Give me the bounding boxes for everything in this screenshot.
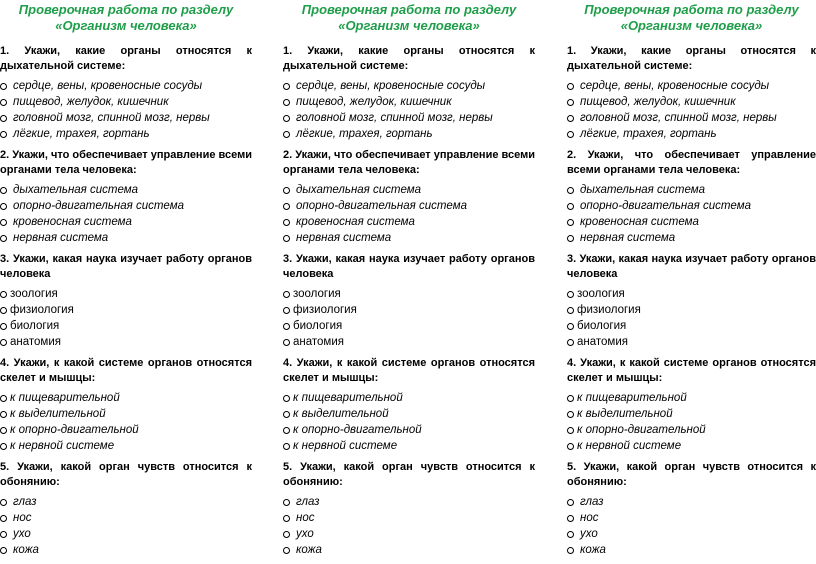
answer-option[interactable] — [0, 110, 252, 126]
answer-option[interactable] — [567, 334, 816, 350]
q1-word: к — [529, 45, 535, 57]
answer-option[interactable] — [0, 494, 252, 510]
answer-option-label: зоология — [10, 288, 58, 300]
radio-circle-icon[interactable] — [283, 99, 290, 106]
radio-circle-icon[interactable] — [567, 99, 574, 106]
radio-circle-icon[interactable] — [0, 499, 7, 506]
answer-option-label: к нервной системе — [577, 440, 682, 452]
answer-option[interactable] — [567, 318, 816, 334]
question-2-options — [283, 182, 535, 246]
radio-circle-icon[interactable] — [283, 547, 290, 554]
radio-circle-icon[interactable] — [283, 203, 290, 210]
radio-circle-icon[interactable] — [283, 339, 290, 346]
question-4: 4. Укажи, к какой системе органов относятся скелет и мышцы: — [283, 357, 535, 384]
answer-option[interactable] — [283, 390, 535, 406]
radio-circle-icon[interactable] — [0, 531, 7, 538]
worksheet-column — [283, 0, 535, 558]
answer-option[interactable] — [283, 494, 535, 510]
answer-option[interactable] — [283, 78, 535, 94]
answer-option-label: к опорно-двигательной — [577, 424, 706, 436]
radio-circle-icon[interactable] — [283, 531, 290, 538]
answer-option[interactable] — [567, 542, 816, 558]
answer-option-label: пищевод, желудок, кишечник — [580, 96, 736, 108]
question-2-options — [0, 182, 252, 246]
answer-option-label: дыхательная система — [580, 184, 706, 196]
question-4-options — [567, 390, 816, 454]
radio-circle-icon[interactable] — [0, 187, 7, 194]
answer-option-label: зоология — [577, 288, 625, 300]
answer-option[interactable] — [0, 286, 252, 302]
answer-option[interactable] — [283, 94, 535, 110]
title-line-2: «Организм человека» — [620, 18, 763, 33]
answer-option-label: к нервной системе — [293, 440, 398, 452]
radio-circle-icon[interactable] — [0, 219, 7, 226]
question-5: 5. Укажи, какой орган чувств относится к обонянию: — [283, 461, 535, 488]
radio-circle-icon[interactable] — [0, 131, 7, 138]
q1-word: Укажи, — [307, 45, 344, 57]
question-1-line-2: дыхательной системе: — [283, 60, 409, 72]
question-2-options — [567, 182, 816, 246]
answer-option-label: к пищеварительной — [293, 392, 403, 404]
answer-option[interactable] — [283, 510, 535, 526]
q1-word: какие — [358, 45, 389, 57]
radio-circle-icon[interactable] — [567, 115, 574, 122]
answer-option-label: лёгкие, трахея, гортань — [13, 128, 150, 140]
radio-circle-icon[interactable] — [567, 547, 574, 554]
radio-circle-icon[interactable] — [283, 83, 290, 90]
radio-circle-icon[interactable] — [567, 443, 574, 450]
answer-option-label: к нервной системе — [10, 440, 115, 452]
answer-option[interactable] — [567, 182, 816, 198]
question-5-options — [283, 494, 535, 558]
answer-option-label: к пищеварительной — [577, 392, 687, 404]
question-1-line-1 — [0, 44, 252, 59]
question-1-options — [283, 78, 535, 142]
question-4-options — [0, 390, 252, 454]
q1-word: 1. — [567, 45, 577, 57]
answer-option-label: опорно-двигательная система — [13, 200, 184, 212]
question-4: 4. Укажи, к какой системе органов относятся скелет и мышцы: — [0, 357, 252, 384]
question-3-options — [567, 286, 816, 350]
answer-option[interactable] — [283, 286, 535, 302]
answer-option-label: кровеносная система — [580, 216, 699, 228]
radio-circle-icon[interactable] — [283, 499, 290, 506]
radio-circle-icon[interactable] — [0, 203, 7, 210]
radio-circle-icon[interactable] — [567, 411, 574, 418]
answer-option[interactable] — [567, 422, 816, 438]
answer-option-label: ухо — [580, 528, 598, 540]
answer-option[interactable] — [283, 302, 535, 318]
answer-option[interactable] — [567, 438, 816, 454]
radio-circle-icon[interactable] — [283, 395, 290, 402]
radio-circle-icon[interactable] — [283, 235, 290, 242]
answer-option[interactable] — [283, 214, 535, 230]
radio-circle-icon[interactable] — [0, 443, 7, 450]
radio-circle-icon[interactable] — [0, 235, 7, 242]
answer-option-label: глаз — [296, 496, 320, 508]
radio-circle-icon[interactable] — [0, 83, 7, 90]
answer-option[interactable] — [283, 542, 535, 558]
answer-option-label: к выделительной — [10, 408, 106, 420]
radio-circle-icon[interactable] — [567, 219, 574, 226]
answer-option-label: физиология — [293, 304, 357, 316]
answer-option[interactable] — [283, 422, 535, 438]
radio-circle-icon[interactable] — [567, 531, 574, 538]
question-1-line-2: дыхательной системе: — [0, 60, 126, 72]
radio-circle-icon[interactable] — [567, 291, 574, 298]
answer-option-label: сердце, вены, кровеносные сосуды — [580, 80, 770, 92]
answer-option-label: к опорно-двигательной — [293, 424, 422, 436]
answer-option-label: пищевод, желудок, кишечник — [13, 96, 169, 108]
radio-circle-icon[interactable] — [567, 339, 574, 346]
answer-option-label: нервная система — [580, 232, 676, 244]
question-4-options — [283, 390, 535, 454]
answer-option-label: ухо — [296, 528, 314, 540]
answer-option-label: нервная система — [296, 232, 392, 244]
radio-circle-icon[interactable] — [0, 427, 7, 434]
answer-option[interactable] — [567, 78, 816, 94]
answer-option[interactable] — [0, 214, 252, 230]
q1-word: относятся — [175, 45, 232, 57]
answer-option-label: пищевод, желудок, кишечник — [296, 96, 452, 108]
answer-option-label: кровеносная система — [296, 216, 415, 228]
question-1-line-2: дыхательной системе: — [567, 60, 693, 72]
answer-option[interactable] — [283, 526, 535, 542]
answer-option-label: нервная система — [13, 232, 109, 244]
answer-option-label: нос — [580, 512, 599, 524]
answer-option-label: кровеносная система — [13, 216, 132, 228]
radio-circle-icon[interactable] — [0, 291, 7, 298]
question-1-options — [567, 78, 816, 142]
answer-option[interactable] — [0, 542, 252, 558]
q1-word: органы — [120, 45, 161, 57]
question-3-options — [0, 286, 252, 350]
question-1 — [283, 44, 535, 74]
answer-option[interactable] — [567, 214, 816, 230]
radio-circle-icon[interactable] — [0, 307, 7, 314]
radio-circle-icon[interactable] — [283, 115, 290, 122]
q1-word: какие — [75, 45, 106, 57]
answer-option-label: лёгкие, трахея, гортань — [296, 128, 433, 140]
worksheet-column — [0, 0, 252, 558]
answer-option-label: кожа — [296, 544, 322, 556]
radio-circle-icon[interactable] — [567, 427, 574, 434]
q1-word: органы — [685, 45, 726, 57]
answer-option[interactable] — [283, 110, 535, 126]
radio-circle-icon[interactable] — [283, 187, 290, 194]
answer-option[interactable] — [0, 422, 252, 438]
radio-circle-icon[interactable] — [0, 411, 7, 418]
answer-option-label: ухо — [13, 528, 31, 540]
answer-option[interactable] — [0, 182, 252, 198]
answer-option-label: кожа — [580, 544, 606, 556]
radio-circle-icon[interactable] — [567, 187, 574, 194]
answer-option[interactable] — [567, 286, 816, 302]
radio-circle-icon[interactable] — [567, 83, 574, 90]
answer-option-label: к выделительной — [293, 408, 389, 420]
q1-word: к — [810, 45, 816, 57]
answer-option-label: биология — [293, 320, 343, 332]
worksheet-title — [0, 2, 252, 36]
answer-option[interactable] — [0, 198, 252, 214]
radio-circle-icon[interactable] — [283, 323, 290, 330]
answer-option-label: биология — [577, 320, 627, 332]
answer-option-label: биология — [10, 320, 60, 332]
radio-circle-icon[interactable] — [0, 339, 7, 346]
answer-option[interactable] — [283, 182, 535, 198]
answer-option[interactable] — [0, 390, 252, 406]
question-5: 5. Укажи, какой орган чувств относится к обонянию: — [567, 461, 816, 488]
answer-option[interactable] — [567, 198, 816, 214]
answer-option[interactable] — [567, 510, 816, 526]
radio-circle-icon[interactable] — [0, 323, 7, 330]
answer-option[interactable] — [283, 438, 535, 454]
question-2: 2. Укажи, что обеспечивает управление всеми органами тела человека: — [567, 149, 816, 176]
question-4: 4. Укажи, к какой системе органов относятся скелет и мышцы: — [567, 357, 816, 384]
radio-circle-icon[interactable] — [283, 291, 290, 298]
q1-word: относятся — [740, 45, 796, 57]
radio-circle-icon[interactable] — [567, 515, 574, 522]
question-3-options — [283, 286, 535, 350]
answer-option[interactable] — [0, 526, 252, 542]
radio-circle-icon[interactable] — [567, 395, 574, 402]
answer-option[interactable] — [567, 126, 816, 142]
title-line-2: «Организм человека» — [338, 18, 480, 33]
answer-option[interactable] — [283, 198, 535, 214]
question-1-line-1 — [567, 44, 816, 59]
answer-option[interactable] — [0, 406, 252, 422]
answer-option-label: сердце, вены, кровеносные сосуды — [13, 80, 203, 92]
q1-word: органы — [403, 45, 444, 57]
answer-option[interactable] — [567, 302, 816, 318]
answer-option[interactable] — [567, 526, 816, 542]
answer-option-label: дыхательная система — [13, 184, 139, 196]
question-5-options — [0, 494, 252, 558]
answer-option[interactable] — [283, 230, 535, 246]
answer-option[interactable] — [567, 230, 816, 246]
question-3: 3. Укажи, какая наука изучает работу органов человека — [283, 253, 535, 280]
answer-option[interactable] — [283, 406, 535, 422]
answer-option-label: глаз — [580, 496, 604, 508]
answer-option-label: кожа — [13, 544, 39, 556]
q1-word: 1. — [0, 45, 10, 57]
radio-circle-icon[interactable] — [0, 99, 7, 106]
worksheet-title — [283, 2, 535, 36]
q1-word: 1. — [283, 45, 293, 57]
answer-option[interactable] — [567, 94, 816, 110]
worksheet-column — [567, 0, 816, 558]
question-1-line-1 — [283, 44, 535, 59]
title-line-1: Проверочная работа по разделу — [18, 2, 234, 17]
answer-option-label: к выделительной — [577, 408, 673, 420]
radio-circle-icon[interactable] — [567, 131, 574, 138]
answer-option-label: глаз — [13, 496, 37, 508]
answer-option[interactable] — [0, 302, 252, 318]
answer-option[interactable] — [567, 494, 816, 510]
question-2: 2. Укажи, что обеспечивает управление всеми органами тела человека: — [283, 149, 535, 176]
answer-option[interactable] — [0, 94, 252, 110]
answer-option[interactable] — [0, 78, 252, 94]
question-5: 5. Укажи, какой орган чувств относится к обонянию: — [0, 461, 252, 488]
answer-option-label: опорно-двигательная система — [580, 200, 751, 212]
answer-option[interactable] — [283, 126, 535, 142]
q1-word: к — [246, 45, 252, 57]
worksheet-title — [567, 2, 816, 36]
answer-option-label: лёгкие, трахея, гортань — [580, 128, 717, 140]
q1-word: Укажи, — [24, 45, 61, 57]
answer-option-label: опорно-двигательная система — [296, 200, 467, 212]
question-1-options — [0, 78, 252, 142]
answer-option[interactable] — [0, 334, 252, 350]
answer-option[interactable] — [0, 510, 252, 526]
radio-circle-icon[interactable] — [283, 427, 290, 434]
q1-word: какие — [641, 45, 672, 57]
answer-option[interactable] — [567, 110, 816, 126]
radio-circle-icon[interactable] — [567, 203, 574, 210]
q1-word: Укажи, — [590, 45, 627, 57]
question-1 — [567, 44, 816, 74]
answer-option-label: к опорно-двигательной — [10, 424, 139, 436]
answer-option-label: головной мозг, спинной мозг, нервы — [580, 112, 777, 124]
radio-circle-icon[interactable] — [283, 131, 290, 138]
answer-option-label: физиология — [577, 304, 641, 316]
radio-circle-icon[interactable] — [0, 515, 7, 522]
answer-option-label: анатомия — [10, 336, 61, 348]
title-line-1: Проверочная работа по разделу — [301, 2, 517, 17]
question-3: 3. Укажи, какая наука изучает работу органов человека — [567, 253, 816, 280]
radio-circle-icon[interactable] — [283, 219, 290, 226]
radio-circle-icon[interactable] — [0, 115, 7, 122]
answer-option-label: нос — [13, 512, 32, 524]
radio-circle-icon[interactable] — [283, 443, 290, 450]
question-3: 3. Укажи, какая наука изучает работу органов человека — [0, 253, 252, 280]
answer-option-label: дыхательная система — [296, 184, 422, 196]
radio-circle-icon[interactable] — [283, 307, 290, 314]
answer-option-label: к пищеварительной — [10, 392, 120, 404]
answer-option[interactable] — [0, 230, 252, 246]
answer-option[interactable] — [283, 318, 535, 334]
radio-circle-icon[interactable] — [567, 307, 574, 314]
answer-option-label: нос — [296, 512, 315, 524]
answer-option-label: головной мозг, спинной мозг, нервы — [13, 112, 210, 124]
answer-option-label: головной мозг, спинной мозг, нервы — [296, 112, 493, 124]
answer-option[interactable] — [567, 390, 816, 406]
question-2: 2. Укажи, что обеспечивает управление всеми органами тела человека: — [0, 149, 252, 176]
radio-circle-icon[interactable] — [0, 547, 7, 554]
radio-circle-icon[interactable] — [567, 323, 574, 330]
radio-circle-icon[interactable] — [567, 235, 574, 242]
answer-option[interactable] — [0, 126, 252, 142]
radio-circle-icon[interactable] — [283, 411, 290, 418]
answer-option-label: физиология — [10, 304, 74, 316]
q1-word: относятся — [458, 45, 515, 57]
question-1 — [0, 44, 252, 74]
title-line-1: Проверочная работа по разделу — [584, 2, 799, 17]
answer-option[interactable] — [283, 334, 535, 350]
radio-circle-icon[interactable] — [567, 499, 574, 506]
question-5-options — [567, 494, 816, 558]
answer-option-label: сердце, вены, кровеносные сосуды — [296, 80, 486, 92]
answer-option[interactable] — [567, 406, 816, 422]
answer-option[interactable] — [0, 318, 252, 334]
answer-option-label: анатомия — [577, 336, 628, 348]
answer-option[interactable] — [0, 438, 252, 454]
title-line-2: «Организм человека» — [55, 18, 197, 33]
answer-option-label: зоология — [293, 288, 341, 300]
answer-option-label: анатомия — [293, 336, 344, 348]
radio-circle-icon[interactable] — [0, 395, 7, 402]
radio-circle-icon[interactable] — [283, 515, 290, 522]
